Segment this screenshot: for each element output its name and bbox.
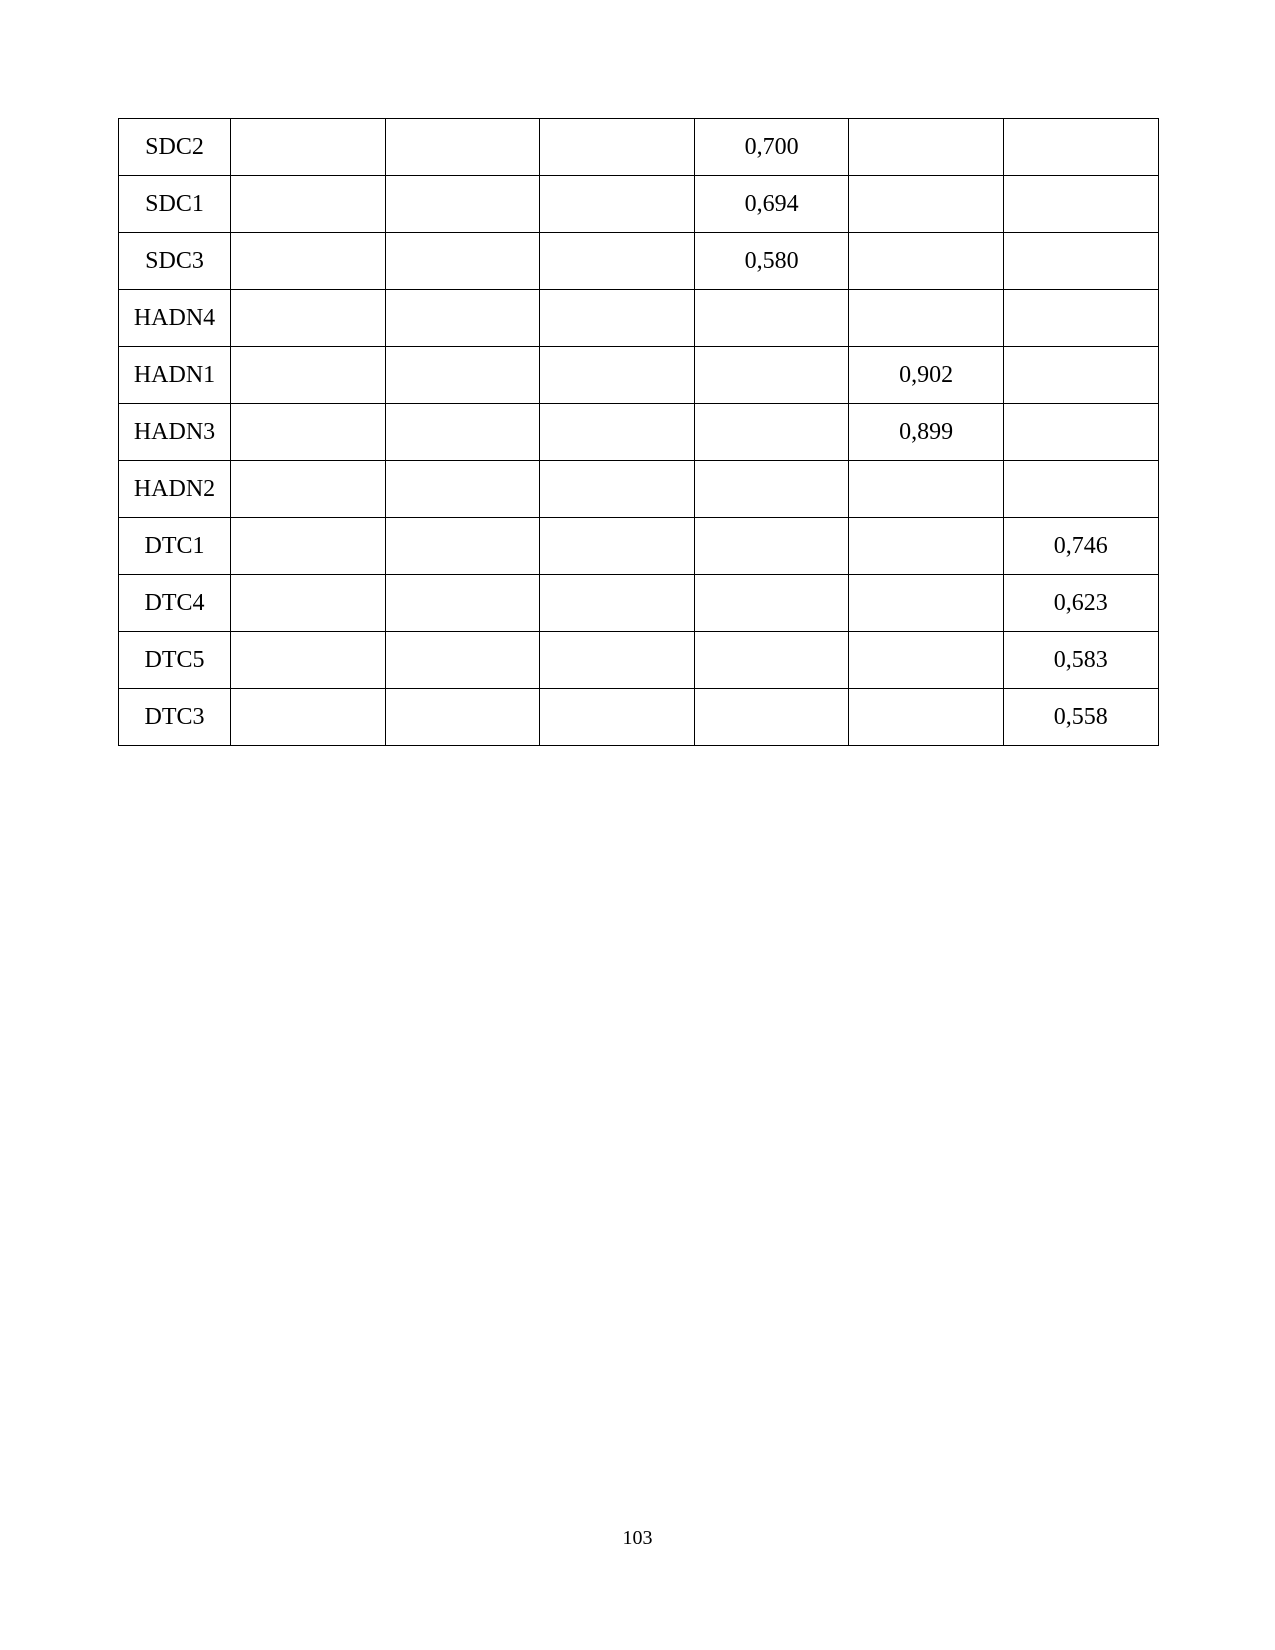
- loading-cell: 0,580: [694, 233, 849, 290]
- table-row: [119, 404, 1159, 461]
- loading-cell: [1003, 290, 1158, 347]
- table-row: [119, 119, 1159, 176]
- loading-cell: [231, 632, 386, 689]
- table-row: [119, 176, 1159, 233]
- loading-cell: [540, 290, 695, 347]
- table-body: [119, 119, 1159, 746]
- loading-cell: [694, 404, 849, 461]
- loading-cell: [694, 689, 849, 746]
- loading-cell: 0,583: [1003, 632, 1158, 689]
- loading-cell: 0,558: [1003, 689, 1158, 746]
- loading-cell: [694, 518, 849, 575]
- loading-cell: [1003, 233, 1158, 290]
- table-row: [119, 518, 1159, 575]
- loading-cell: [1003, 404, 1158, 461]
- loading-cell: [849, 233, 1004, 290]
- table-row: [119, 233, 1159, 290]
- loading-cell: [385, 233, 540, 290]
- loading-cell: [385, 461, 540, 518]
- loading-cell: 0,899: [849, 404, 1004, 461]
- factor-loadings-table: [118, 118, 1159, 746]
- loading-cell: [1003, 119, 1158, 176]
- loading-cell: [385, 176, 540, 233]
- variable-label-cell: SDC2: [119, 119, 231, 176]
- loading-cell: 0,623: [1003, 575, 1158, 632]
- loading-cell: [385, 290, 540, 347]
- loading-cell: [694, 461, 849, 518]
- variable-label-cell: SDC3: [119, 233, 231, 290]
- loading-cell: [849, 518, 1004, 575]
- loading-cell: [231, 290, 386, 347]
- loading-cell: [540, 518, 695, 575]
- table-row: [119, 689, 1159, 746]
- loading-cell: [385, 518, 540, 575]
- loading-cell: [849, 575, 1004, 632]
- loading-cell: [849, 689, 1004, 746]
- loading-cell: [231, 518, 386, 575]
- loading-cell: [385, 575, 540, 632]
- loading-cell: [231, 119, 386, 176]
- loading-cell: [849, 632, 1004, 689]
- loading-cell: [385, 689, 540, 746]
- loading-cell: [540, 632, 695, 689]
- table-row: [119, 461, 1159, 518]
- variable-label-cell: HADN3: [119, 404, 231, 461]
- loading-cell: [540, 233, 695, 290]
- loading-cell: [231, 404, 386, 461]
- loading-cell: [1003, 176, 1158, 233]
- loading-cell: [849, 176, 1004, 233]
- variable-label-cell: DTC1: [119, 518, 231, 575]
- variable-label-cell: HADN4: [119, 290, 231, 347]
- variable-label-cell: DTC5: [119, 632, 231, 689]
- loading-cell: 0,746: [1003, 518, 1158, 575]
- variable-label-cell: HADN1: [119, 347, 231, 404]
- loading-cell: [385, 347, 540, 404]
- table-row: [119, 575, 1159, 632]
- loading-cell: [540, 404, 695, 461]
- table-row: [119, 632, 1159, 689]
- loading-cell: [849, 290, 1004, 347]
- variable-label-cell: DTC4: [119, 575, 231, 632]
- variable-label-cell: DTC3: [119, 689, 231, 746]
- loading-cell: [231, 176, 386, 233]
- loading-cell: [1003, 461, 1158, 518]
- loading-cell: [694, 347, 849, 404]
- table-row: [119, 290, 1159, 347]
- loading-cell: [849, 461, 1004, 518]
- loading-cell: [540, 347, 695, 404]
- loading-cell: [540, 119, 695, 176]
- loading-cell: [385, 119, 540, 176]
- loading-cell: [540, 575, 695, 632]
- loading-cell: [385, 632, 540, 689]
- variable-label-cell: SDC1: [119, 176, 231, 233]
- page-number: 103: [622, 1527, 653, 1549]
- loading-cell: [385, 404, 540, 461]
- loading-cell: [694, 575, 849, 632]
- loading-cell: [694, 632, 849, 689]
- loading-cell: [540, 176, 695, 233]
- variable-label-cell: HADN2: [119, 461, 231, 518]
- table-row: [119, 347, 1159, 404]
- loading-cell: [694, 290, 849, 347]
- loading-cell: [540, 689, 695, 746]
- loading-cell: [231, 233, 386, 290]
- loading-cell: 0,902: [849, 347, 1004, 404]
- loading-cell: [231, 689, 386, 746]
- loading-cell: [1003, 347, 1158, 404]
- loading-cell: 0,694: [694, 176, 849, 233]
- loading-cell: 0,700: [694, 119, 849, 176]
- loading-cell: [231, 575, 386, 632]
- loading-cell: [231, 347, 386, 404]
- loading-cell: [849, 119, 1004, 176]
- loading-cell: [231, 461, 386, 518]
- loading-cell: [540, 461, 695, 518]
